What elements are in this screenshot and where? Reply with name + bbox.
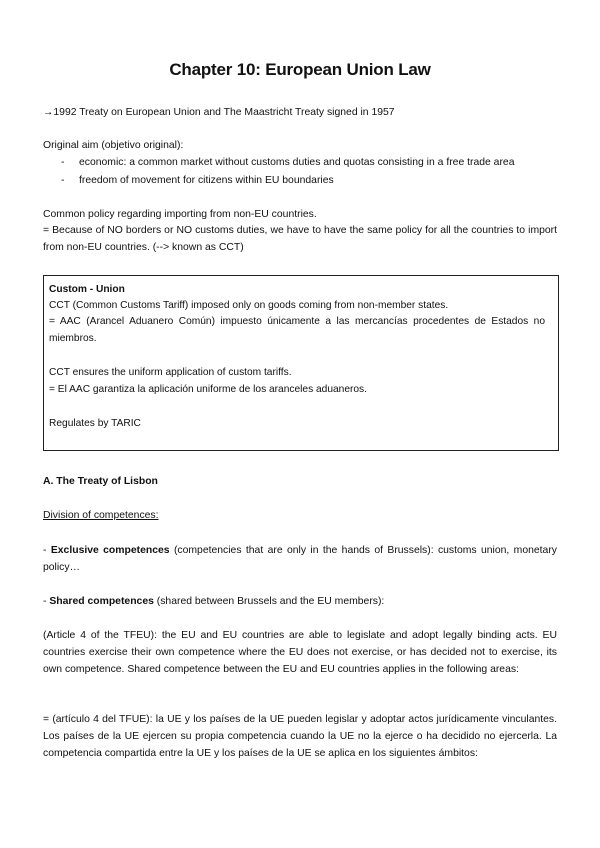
exclusive-label: Exclusive competences bbox=[50, 545, 170, 556]
exclusive-prefix: - bbox=[43, 545, 51, 556]
exclusive-competences bbox=[43, 543, 557, 577]
original-aim-heading: Original aim (objetivo original): bbox=[43, 140, 184, 151]
box-cct-line: CCT (Common Customs Tariff) imposed only on goods coming from non-member states. bbox=[49, 300, 449, 311]
box-ensures-line: CCT ensures the uniform application of custom tariffs. bbox=[49, 367, 292, 378]
common-policy-explanation: = Because of NO borders or NO customs duties, we have to have the same policy for all the countries to import from non-EU countries. (--> known as CCT) bbox=[43, 225, 557, 253]
bullet-text: freedom of movement for citizens within EU boundaries bbox=[79, 175, 334, 186]
shared-text: (shared between Brussels and the EU members): bbox=[153, 596, 385, 607]
exclusive-text: (competencies that are only in the hands of Brussels): customs union, monetary policy… bbox=[43, 545, 557, 573]
bullet-dash: - bbox=[61, 175, 65, 186]
box-regulates-line: Regulates by TARIC bbox=[49, 418, 141, 429]
section-a-heading: A. The Treaty of Lisbon bbox=[43, 476, 158, 487]
article-4-spanish: = (artículo 4 del TFUE): la UE y los países de la UE pueden legislar y adoptar actos jurídicamente vinculantes. Los países de la UE ejercen su propia competencia cuando la UE no la ejerce o ha decidido no ejercerla. La competencia compartida entre la UE y los países de la UE se aplica en los siguientes ámbitos: bbox=[43, 714, 557, 759]
intro-line: →1992 Treaty on European Union and The Maastricht Treaty signed in 1957 bbox=[43, 107, 395, 118]
bullet-text: economic: a common market without customs duties and quotas consisting in a free trade area bbox=[79, 157, 515, 168]
aim-bullet-economic bbox=[61, 155, 514, 171]
box-aac-line: = AAC (Arancel Aduanero Común) impuesto únicamente a las mercancías procedentes de Estados no miembros. bbox=[49, 316, 545, 344]
division-heading: Division of competences: bbox=[43, 510, 159, 521]
shared-prefix: - bbox=[43, 596, 50, 607]
custom-union-box bbox=[43, 275, 559, 451]
bullet-dash: - bbox=[61, 157, 65, 168]
box-title: Custom - Union bbox=[49, 284, 125, 295]
common-policy-line: Common policy regarding importing from non-EU countries. bbox=[43, 209, 317, 220]
shared-competences bbox=[43, 594, 384, 610]
shared-label: Shared competences bbox=[49, 596, 154, 607]
page-title: Chapter 10: European Union Law bbox=[169, 60, 431, 79]
aim-bullet-freedom bbox=[61, 173, 334, 189]
article-4-english: (Article 4 of the TFEU): the EU and EU countries are able to legislate and adopt legally binding acts. EU countries exercise their own competence where the EU does not exercise, or has decided not to exercise, its own competence. Shared competence between the EU and EU countries applies in the following areas: bbox=[43, 630, 557, 675]
box-ensures-es-line: = El AAC garantiza la aplicación uniforme de los aranceles aduaneros. bbox=[49, 384, 367, 395]
